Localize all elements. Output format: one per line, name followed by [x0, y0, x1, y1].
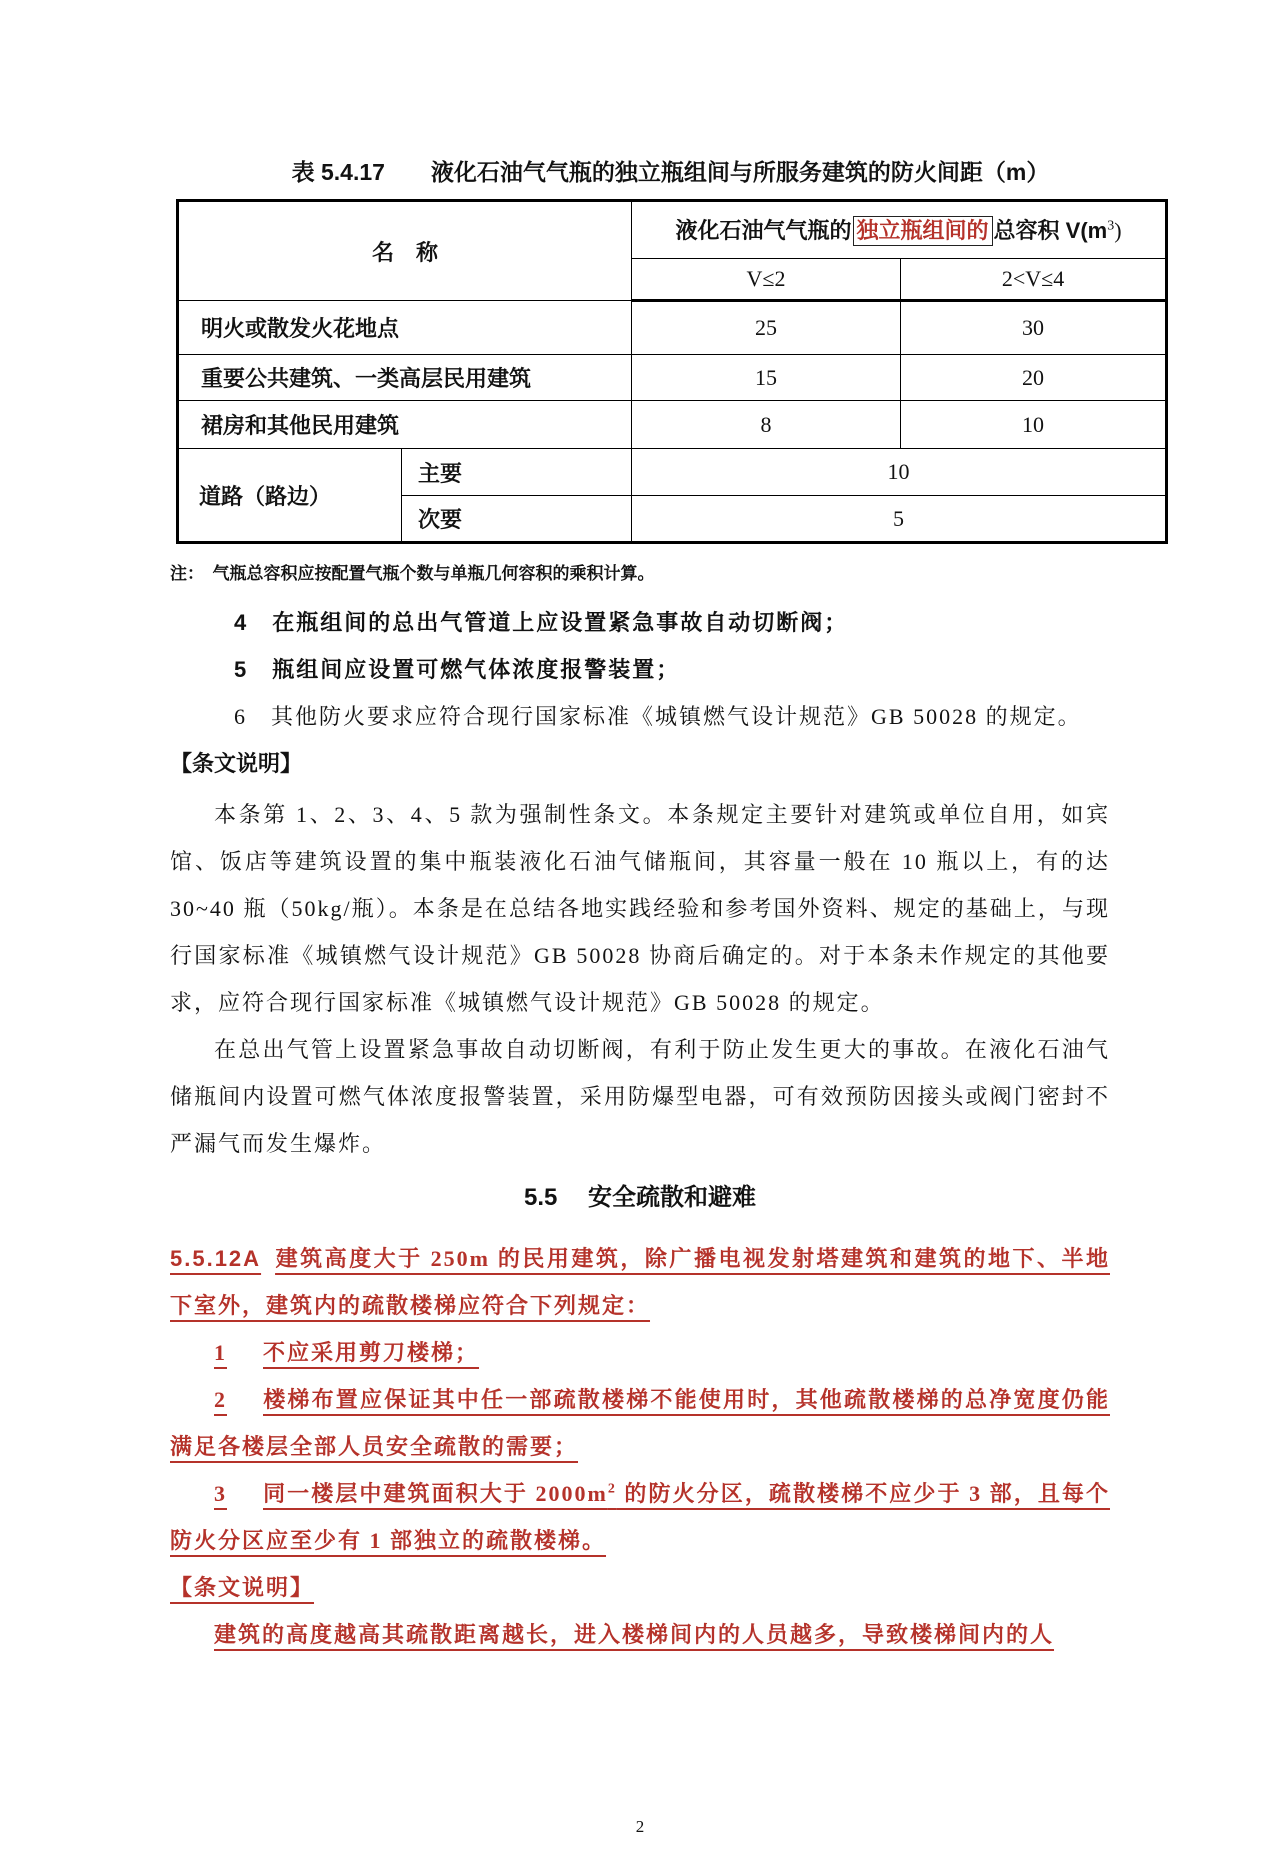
clause-number: 5 — [234, 657, 249, 682]
item-text-post: 的防火分区，疏散楼梯不应少于 3 部，且每个防火分区应至少有 1 部独立的疏散楼梯。 — [170, 1481, 1110, 1553]
volume-header-suffix: 总容积 V(m — [993, 218, 1108, 243]
boxed-revision-text: 独立瓶组间的 — [853, 216, 993, 246]
section-heading-5-5: 5.5 安全疏散和避难 — [523, 1184, 757, 1211]
name-header-cell: 名 称 — [178, 201, 632, 301]
amendment-clause-text: 建筑高度大于 250m 的民用建筑，除广播电视发射塔建筑和建筑的地下、半地下室外，建筑内的疏散楼梯应符合下列规定： — [170, 1246, 1110, 1318]
page-number: 2 — [635, 1817, 645, 1836]
table-note: 注： 气瓶总容积应按配置气瓶个数与单瓶几何容积的乘积计算。 — [170, 564, 655, 583]
clause-number: 6 — [234, 704, 247, 729]
explanation-paragraph-1: 本条第 1、2、3、4、5 款为强制性条文。本条规定主要针对建筑或单位自用，如宾馆、饭店等建筑设置的集中瓶装液化石油气储瓶间，其容量一般在 10 瓶以上，有的达 30~40 瓶（50kg/瓶）。本条是在总结各地实践经验和参考国外资料、规定的基础上，与现行国家标准《城镇燃气设计规范》GB 50028 协商后确定的。对于本条未作规定的其他要求，应符合现行国家标准《城镇燃气设计规范》GB 50028 的规定。 — [170, 802, 1110, 1015]
explanation-label-red: 【条文说明】 — [170, 1575, 315, 1600]
amendment-block — [170, 1235, 1110, 1658]
explanation-paragraphs — [170, 791, 1110, 1167]
fire-separation-table — [176, 199, 1168, 544]
amendment-clause-5-5-12A — [170, 1235, 1110, 1329]
row-value: 30 — [901, 301, 1167, 355]
row-label-public-buildings: 重要公共建筑、一类高层民用建筑 — [178, 355, 632, 401]
row-label-podium-buildings: 裙房和其他民用建筑 — [178, 401, 632, 449]
row-label-open-flame: 明火或散发火花地点 — [178, 301, 632, 355]
clause-text: 其他防火要求应符合现行国家标准《城镇燃气设计规范》GB 50028 的规定。 — [271, 704, 1082, 729]
clause-list — [170, 608, 1110, 732]
clause-6 — [170, 702, 1110, 732]
superscript-2: 2 — [607, 1481, 617, 1497]
volume-header-cell — [632, 201, 1167, 259]
row-value: 10 — [901, 401, 1167, 449]
table-row — [178, 301, 1167, 355]
row-value: 25 — [632, 301, 901, 355]
superscript-3: 3 — [1107, 218, 1115, 234]
item-text: 不应采用剪刀楼梯； — [263, 1340, 480, 1365]
table-header-row-1 — [178, 201, 1167, 259]
amendment-item-3 — [170, 1470, 1110, 1564]
road-sub-label-minor: 次要 — [402, 496, 632, 543]
table-caption: 表 5.4.17 液化石油气气瓶的独立瓶组间与所服务建筑的防火间距（m） — [291, 159, 1050, 185]
item-number: 2 — [214, 1387, 227, 1412]
clause-4 — [170, 608, 1110, 638]
volume-header-close: ) — [1114, 218, 1122, 243]
row-value: 20 — [901, 355, 1167, 401]
explanation-label: 【条文说明】 — [170, 751, 303, 776]
clause-number: 4 — [234, 610, 249, 635]
row-label-road: 道路（路边） — [178, 449, 402, 543]
subheader-v-le-2: V≤2 — [632, 259, 901, 301]
amendment-explanation-label — [170, 1564, 1110, 1611]
clause-text: 瓶组间应设置可燃气体浓度报警装置； — [272, 657, 681, 682]
row-value: 8 — [632, 401, 901, 449]
clause-5 — [170, 655, 1110, 685]
amendment-explanation-text: 建筑的高度越高其疏散距离越长，进入楼梯间内的人员越多，导致楼梯间内的人 — [214, 1622, 1055, 1647]
amendment-item-1 — [170, 1329, 1110, 1376]
item-text: 楼梯布置应保证其中任一部疏散楼梯不能使用时，其他疏散楼梯的总净宽度仍能满足各楼层全部人员安全疏散的需要； — [170, 1387, 1110, 1459]
explanation-paragraph-2: 在总出气管上设置紧急事故自动切断阀，有利于防止发生更大的事故。在液化石油气储瓶间内设置可燃气体浓度报警装置，采用防爆型电器，可有效预防因接头或阀门密封不严漏气而发生爆炸。 — [170, 1037, 1110, 1156]
amendment-item-2 — [170, 1376, 1110, 1470]
item-text-pre: 同一楼层中建筑面积大于 2000m — [263, 1481, 608, 1506]
row-value: 5 — [632, 496, 1167, 543]
amendment-clause-number: 5.5.12A — [170, 1246, 262, 1271]
item-number: 1 — [214, 1340, 227, 1365]
item-number: 3 — [214, 1481, 227, 1506]
document-page — [0, 157, 1280, 1870]
clause-text: 在瓶组间的总出气管道上应设置紧急事故自动切断阀； — [272, 610, 849, 635]
subheader-2-lt-v-le-4: 2<V≤4 — [901, 259, 1167, 301]
row-value: 10 — [632, 449, 1167, 496]
row-value: 15 — [632, 355, 901, 401]
table-row — [178, 355, 1167, 401]
volume-header-prefix: 液化石油气气瓶的 — [675, 218, 852, 243]
road-sub-label-major: 主要 — [402, 449, 632, 496]
table-row — [178, 401, 1167, 449]
table-row-road-major — [178, 449, 1167, 496]
